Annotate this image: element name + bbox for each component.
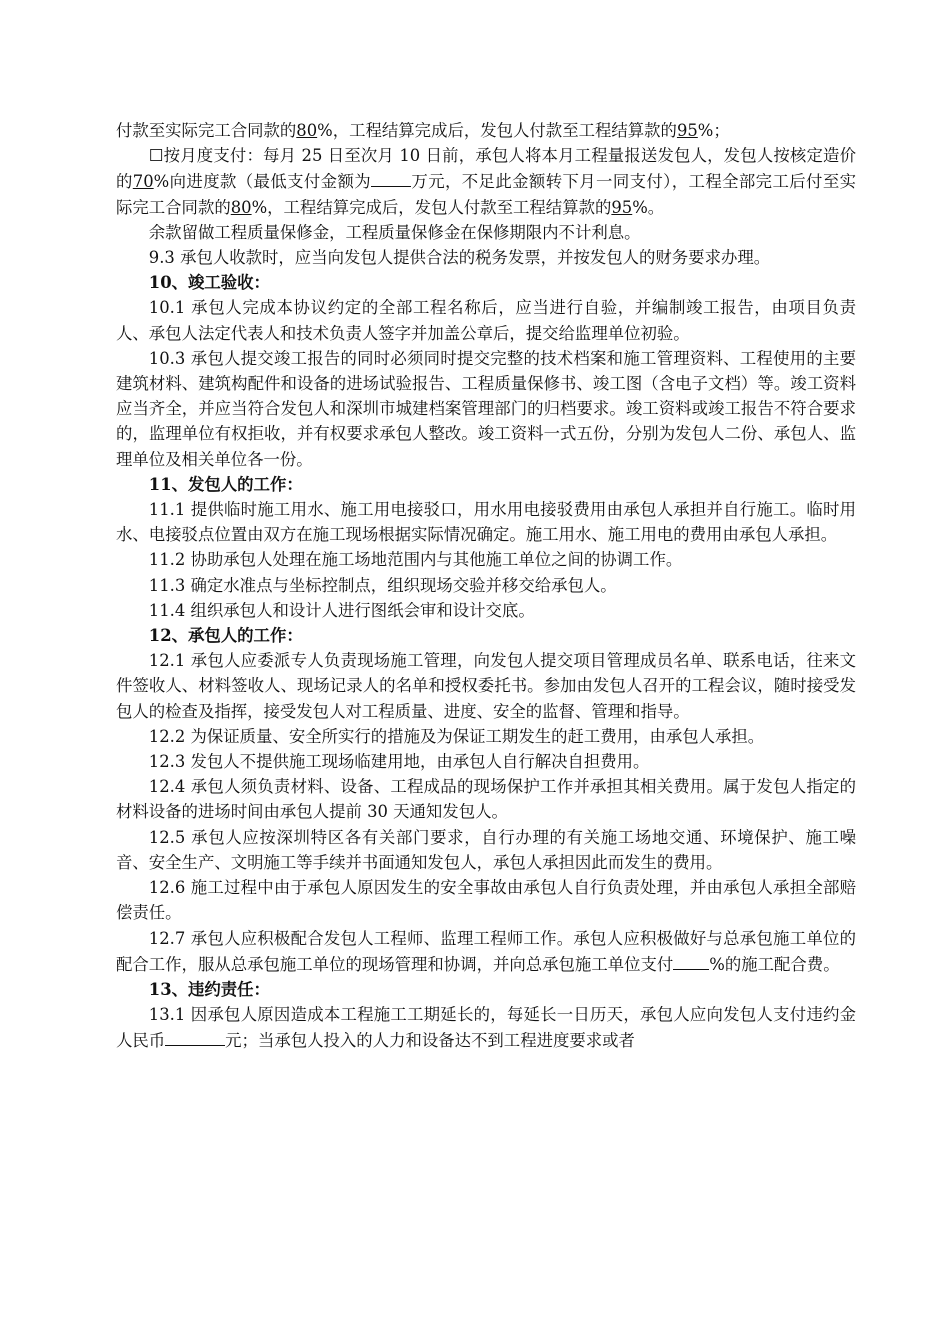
blank-penalty-amount[interactable] xyxy=(165,1027,225,1046)
paragraph-retention: 余款留做工程质量保修金，工程质量保修金在保修期限内不计利息。 xyxy=(148,222,641,242)
heading-12: 12、承包人的工作： xyxy=(148,626,303,646)
paragraph-11-2: 11.2 协助承包人处理在施工场地范围内与其他施工单位之间的协调工作。 xyxy=(148,550,683,570)
paragraph-10-3: 10.3 承包人提交竣工报告的同时必须同时提交完整的技术档案和施工管理资料、工程使用的主要建筑材料、建筑构配件和设备的进场试验报告、工程质量保修书、竣工图（含电子文档）等。竣工资料应当齐全，并应当符合发包人和深圳市城建档案管理部门的归档要求。竣工资料或竣工报告不符合要求的，监理单位有权拒收，并有权要求承包人整改。竣工资料一式五份，分别为发包人二份、承包人、监理单位及相关单位各一份。 xyxy=(116,348,856,469)
blank-fee-percent[interactable] xyxy=(673,951,709,970)
blank-min-amount[interactable] xyxy=(371,168,411,187)
heading-10: 10、竣工验收： xyxy=(148,273,270,293)
paragraph-12-6: 12.6 施工过程中由于承包人原因发生的安全事故由承包人自行负责处理，并由承包人承担全部赔偿责任。 xyxy=(116,878,856,923)
heading-11: 11、发包人的工作： xyxy=(148,474,303,494)
paragraph-12-4: 12.4 承包人须负责材料、设备、工程成品的现场保护工作并承担其相关费用。属于发包人指定的材料设备的进场时间由承包人提前 30 天通知发包人。 xyxy=(116,777,856,822)
paragraph-10-1: 10.1 承包人完成本协议约定的全部工程名称后，应当进行自验，并编制竣工报告，由项目负责人、承包人法定代表人和技术负责人签字并加盖公章后，提交给监理单位初验。 xyxy=(116,298,856,343)
paragraph-monthly-payment: ☐按月度支付：每月 25 日至次月 10 日前，承包人将本月工程量报送发包人，发包人按核定造价的70%向进度款（最低支付金额为 万元，不足此金额转下月一同支付），工程全部完工后付至实际完工合同款的80%，工程结算完成后，发包人付款至工程结算款的95%。 xyxy=(116,146,856,217)
paragraph-12-5: 12.5 承包人应按深圳特区各有关部门要求，自行办理的有关施工场地交通、环境保护、施工噪音、安全生产、文明施工等手续并书面通知发包人，承包人承担因此而发生的费用。 xyxy=(116,827,856,872)
heading-13: 13、违约责任： xyxy=(148,979,270,999)
paragraph-payment-completion: 付款至实际完工合同款的80%，工程结算完成后，发包人付款至工程结算款的95%； xyxy=(116,121,730,140)
paragraph-12-2: 12.2 为保证质量、安全所实行的措施及为保证工期发生的赶工费用，由承包人承担。 xyxy=(148,726,765,746)
paragraph-12-3: 12.3 发包人不提供施工现场临建用地，由承包人自行解决自担费用。 xyxy=(148,752,650,772)
paragraph-13-1: 13.1 因承包人原因造成本工程施工工期延长的，每延长一日历天，承包人应向发包人支付违约金人民币 元；当承包人投入的人力和设备达不到工程进度要求或者 xyxy=(116,1005,856,1051)
paragraph-11-1: 11.1 提供临时施工用水、施工用电接驳口，用水用电接驳费用由承包人承担并自行施工。临时用水、电接驳点位置由双方在施工现场根据实际情况确定。施工用水、施工用电的费用由承包人承担。 xyxy=(116,500,856,545)
paragraph-12-1: 12.1 承包人应委派专人负责现场施工管理，向发包人提交项目管理成员名单、联系电话，往来文件签收人、材料签收人、现场记录人的名单和授权委托书。参加由发包人召开的工程会议，随时接受发包人的检查及指挥，接受发包人对工程质量、进度、安全的监督、管理和指导。 xyxy=(116,651,856,721)
paragraph-9-3: 9.3 承包人收款时，应当向发包人提供合法的税务发票，并按发包人的财务要求办理。 xyxy=(148,248,771,268)
paragraph-11-3: 11.3 确定水准点与坐标控制点，组织现场交验并移交给承包人。 xyxy=(148,575,617,595)
document-page xyxy=(116,118,856,1054)
paragraph-11-4: 11.4 组织承包人和设计人进行图纸会审和设计交底。 xyxy=(148,600,535,620)
paragraph-12-7: 12.7 承包人应积极配合发包人工程师、监理工程师工作。承包人应积极做好与总承包施工单位的配合工作，服从总承包施工单位的现场管理和协调，并向总承包施工单位支付 %的施工配合费。 xyxy=(116,928,856,974)
